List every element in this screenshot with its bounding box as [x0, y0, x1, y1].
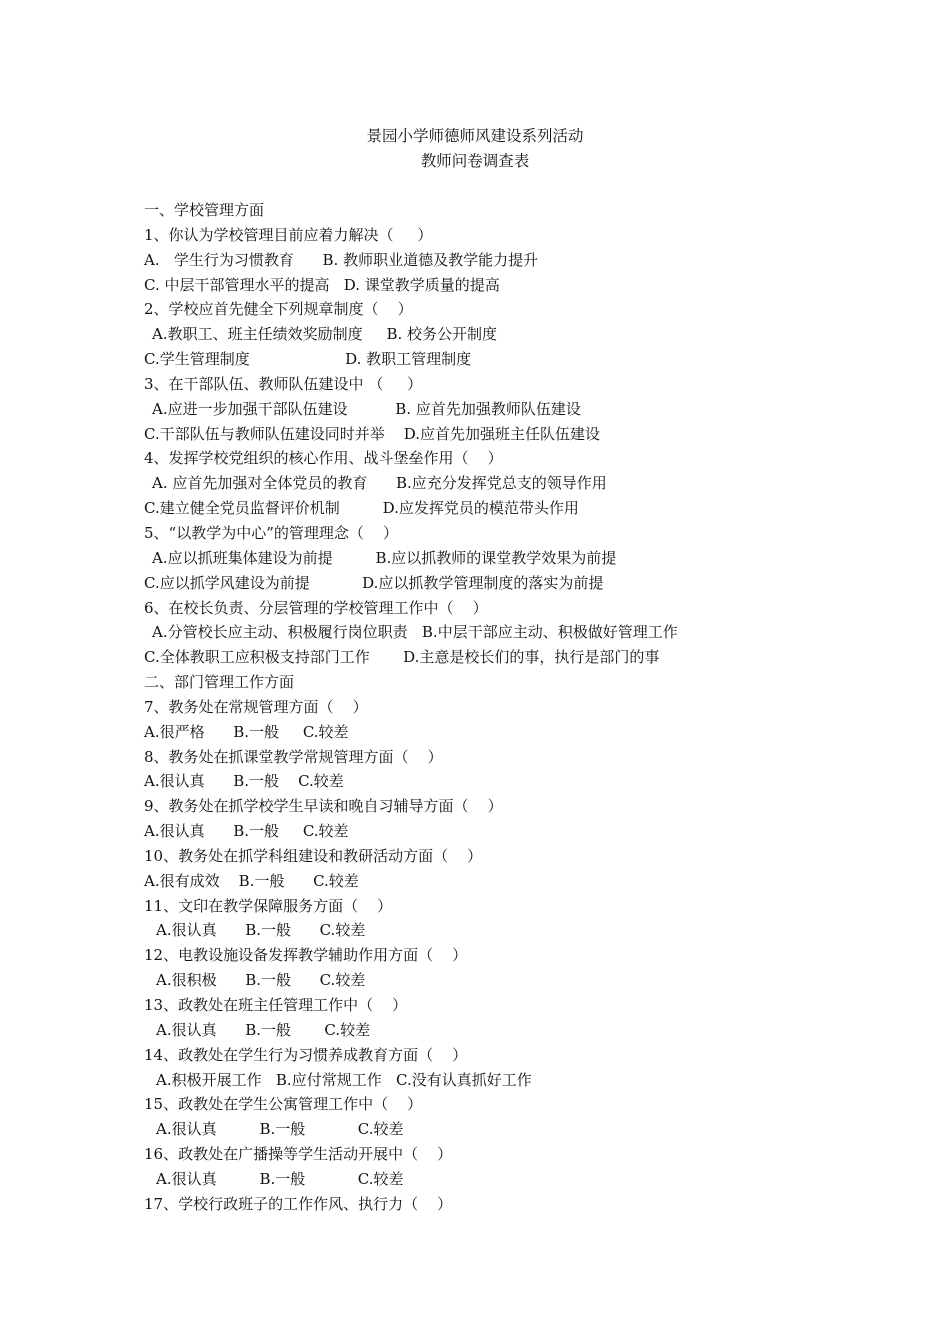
questionnaire-line: 14、政教处在学生行为习惯养成教育方面（ ）	[144, 1045, 468, 1064]
questionnaire-line: A.很认真 B.一般 C.较差	[144, 772, 344, 791]
questionnaire-line: A.应以抓班集体建设为前提 B.应以抓教师的课堂教学效果为前提	[152, 548, 617, 567]
questionnaire-line: 7、教务处在常规管理方面（ ）	[144, 697, 368, 716]
questionnaire-line: 2、学校应首先健全下列规章制度（ ）	[144, 300, 413, 319]
questionnaire-line: 一、学校管理方面	[144, 201, 265, 219]
questionnaire-line: C.学生管理制度 D. 教职工管理制度	[144, 350, 472, 369]
questionnaire-line: A. 应首先加强对全体党员的教育 B.应充分发挥党总支的领导作用	[152, 474, 607, 493]
questionnaire-line: C.干部队伍与教师队伍建设同时并举 D.应首先加强班主任队伍建设	[144, 424, 601, 443]
questionnaire-line: A.很认真 B.一般 C.较差	[156, 921, 366, 940]
questionnaire-line: A.教职工、班主任绩效奖励制度 B. 校务公开制度	[152, 325, 498, 344]
questionnaire-body	[144, 198, 924, 1217]
questionnaire-line: 二、部门管理工作方面	[144, 673, 295, 692]
questionnaire-line: C. 中层干部管理水平的提高 D. 课堂教学质量的提高	[144, 275, 500, 294]
questionnaire-line: 17、学校行政班子的工作作风、执行力（ ）	[144, 1194, 453, 1213]
questionnaire-line: C.应以抓学风建设为前提 D.应以抓教学管理制度的落实为前提	[144, 573, 604, 592]
questionnaire-line: A.很认真 B.一般 C.较差	[156, 1169, 404, 1188]
questionnaire-line: A.很认真 B.一般 C.较差	[144, 822, 349, 841]
questionnaire-line: 4、发挥学校党组织的核心作用、战斗堡垒作用（ ）	[144, 449, 503, 468]
questionnaire-line: 10、教务处在抓学科组建设和教研活动方面（ ）	[144, 846, 483, 865]
questionnaire-line: C.全体教职工应积极支持部门工作 D.主意是校长们的事，执行是部门的事	[144, 648, 660, 667]
questionnaire-line: 5、“以教学为中心”的管理理念（ ）	[144, 523, 398, 542]
document-subtitle: 教师问卷调查表	[420, 152, 530, 170]
questionnaire-line: A.分管校长应主动、积极履行岗位职责 B.中层干部应主动、积极做好管理工作	[152, 623, 678, 642]
questionnaire-line: 12、电教设施设备发挥教学辅助作用方面（ ）	[144, 946, 468, 965]
questionnaire-line: 13、政教处在班主任管理工作中（ ）	[144, 996, 408, 1014]
questionnaire-line: 11、文印在教学保障服务方面（ ）	[144, 896, 393, 915]
questionnaire-line: A. 学生行为习惯教育 B. 教师职业道德及教学能力提升	[144, 250, 539, 269]
questionnaire-line: C.建立健全党员监督评价机制 D.应发挥党员的模范带头作用	[144, 499, 579, 518]
document-title: 景园小学师德师风建设系列活动	[366, 127, 584, 145]
questionnaire-line: 9、教务处在抓学校学生早读和晚自习辅导方面（ ）	[144, 797, 503, 816]
questionnaire-line: 6、在校长负责、分层管理的学校管理工作中（ ）	[144, 598, 488, 617]
questionnaire-line: 16、政教处在广播操等学生活动开展中（ ）	[144, 1145, 453, 1164]
questionnaire-line: 1、你认为学校管理目前应着力解决（ ）	[144, 225, 433, 244]
questionnaire-line: 8、教务处在抓课堂教学常规管理方面（ ）	[144, 747, 443, 766]
questionnaire-line: A.很严格 B.一般 C.较差	[144, 722, 349, 741]
questionnaire-line: 15、政教处在学生公寓管理工作中（ ）	[144, 1095, 423, 1114]
questionnaire-line: A.很认真 B.一般 C.较差	[156, 1020, 371, 1039]
questionnaire-line: A.积极开展工作 B.应付常规工作 C.没有认真抓好工作	[156, 1070, 532, 1089]
questionnaire-line: 3、在干部队伍、教师队伍建设中 （ ）	[144, 374, 423, 393]
questionnaire-line: A.很有成效 B.一般 C.较差	[144, 871, 359, 890]
questionnaire-line: A.很积极 B.一般 C.较差	[156, 971, 366, 990]
questionnaire-line: A.很认真 B.一般 C.较差	[156, 1120, 404, 1139]
questionnaire-line: A.应进一步加强干部队伍建设 B. 应首先加强教师队伍建设	[152, 399, 581, 418]
